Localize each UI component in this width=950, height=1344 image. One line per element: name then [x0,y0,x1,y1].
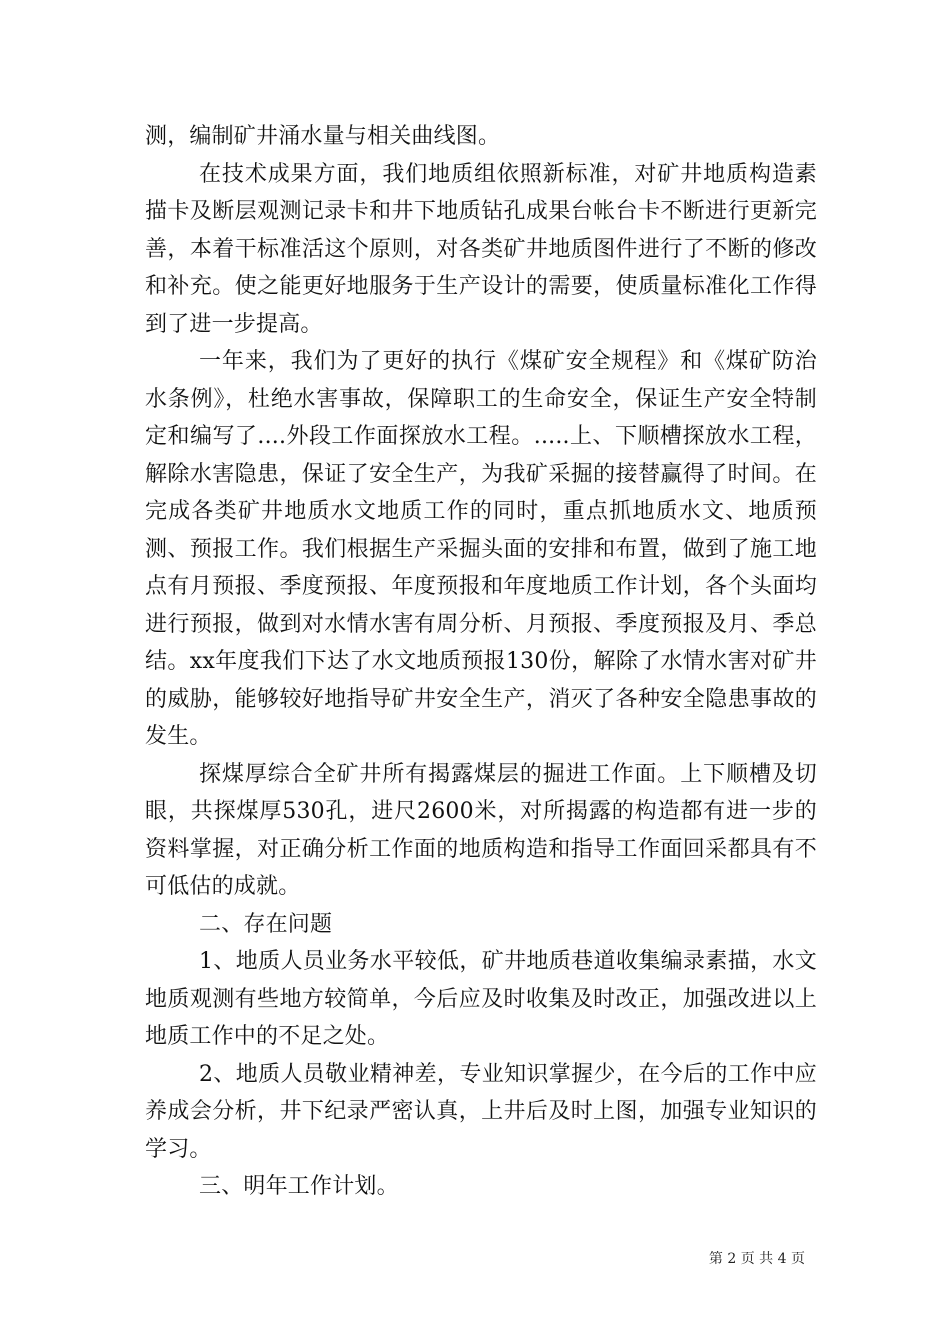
page-number-footer: 第 2 页 共 4 页 [708,1251,805,1267]
paragraph-continuation: 测，编制矿井涌水量与相关曲线图。 [145,124,501,149]
document-body [145,118,817,1206]
section-heading-problems: 二、存在问题 [199,911,333,937]
paragraph-water-prevention: 一年来，我们为了更好的执行《煤矿安全规程》和《煤矿防治水条例》，杜绝水害事故，保障职工的生命安全，保证生产安全特制定和编写了....外段工作面探放水工程。.....上、下顺槽探放水工程，解除水害隐患，保证了安全生产，为我矿采掘的接替赢得了时间。在完成各类矿井地质水文地质工作的同时，重点抓地质水文、地质预测、预报工作。我们根据生产采掘头面的安排和布置，做到了施工地点有月预报、季度预报、年度预报和年度地质工作计划，各个头面均进行预报，做到对水情水害有周分析、月预报、季度预报及月、季总结。xx年度我们下达了水文地质预报130份，解除了水情水害对矿井的威胁，能够较好地指导矿井安全生产，消灭了各种安全隐患事故的发生。 [145,349,817,749]
paragraph-coal-thickness: 探煤厚综合全矿井所有揭露煤层的掘进工作面。上下顺槽及切眼，共探煤厚530孔，进尺2600米，对所揭露的构造都有进一步的资料掌握，对正确分析工作面的地质构造和指导工作面回采都具有不可低估的成就。 [145,761,817,899]
paragraph-problem-1: 1、地质人员业务水平较低，矿井地质巷道收集编录素描，水文地质观测有些地方较简单，今后应及时收集及时改正，加强改进以上地质工作中的不足之处。 [145,949,817,1049]
section-heading-plan: 三、明年工作计划。 [199,1174,399,1199]
paragraph-problem-2: 2、地质人员敬业精神差，专业知识掌握少，在今后的工作中应养成会分析，井下纪录严密认真，上井后及时上图，加强专业知识的学习。 [145,1061,817,1162]
paragraph-technical-results: 在技术成果方面，我们地质组依照新标准，对矿井地质构造素描卡及断层观测记录卡和井下地质钻孔成果台帐台卡不断进行更新完善，本着干标准活这个原则，对各类矿井地质图件进行了不断的修改和补充。使之能更好地服务于生产设计的需要，使质量标准化工作得到了进一步提高。 [145,161,817,337]
